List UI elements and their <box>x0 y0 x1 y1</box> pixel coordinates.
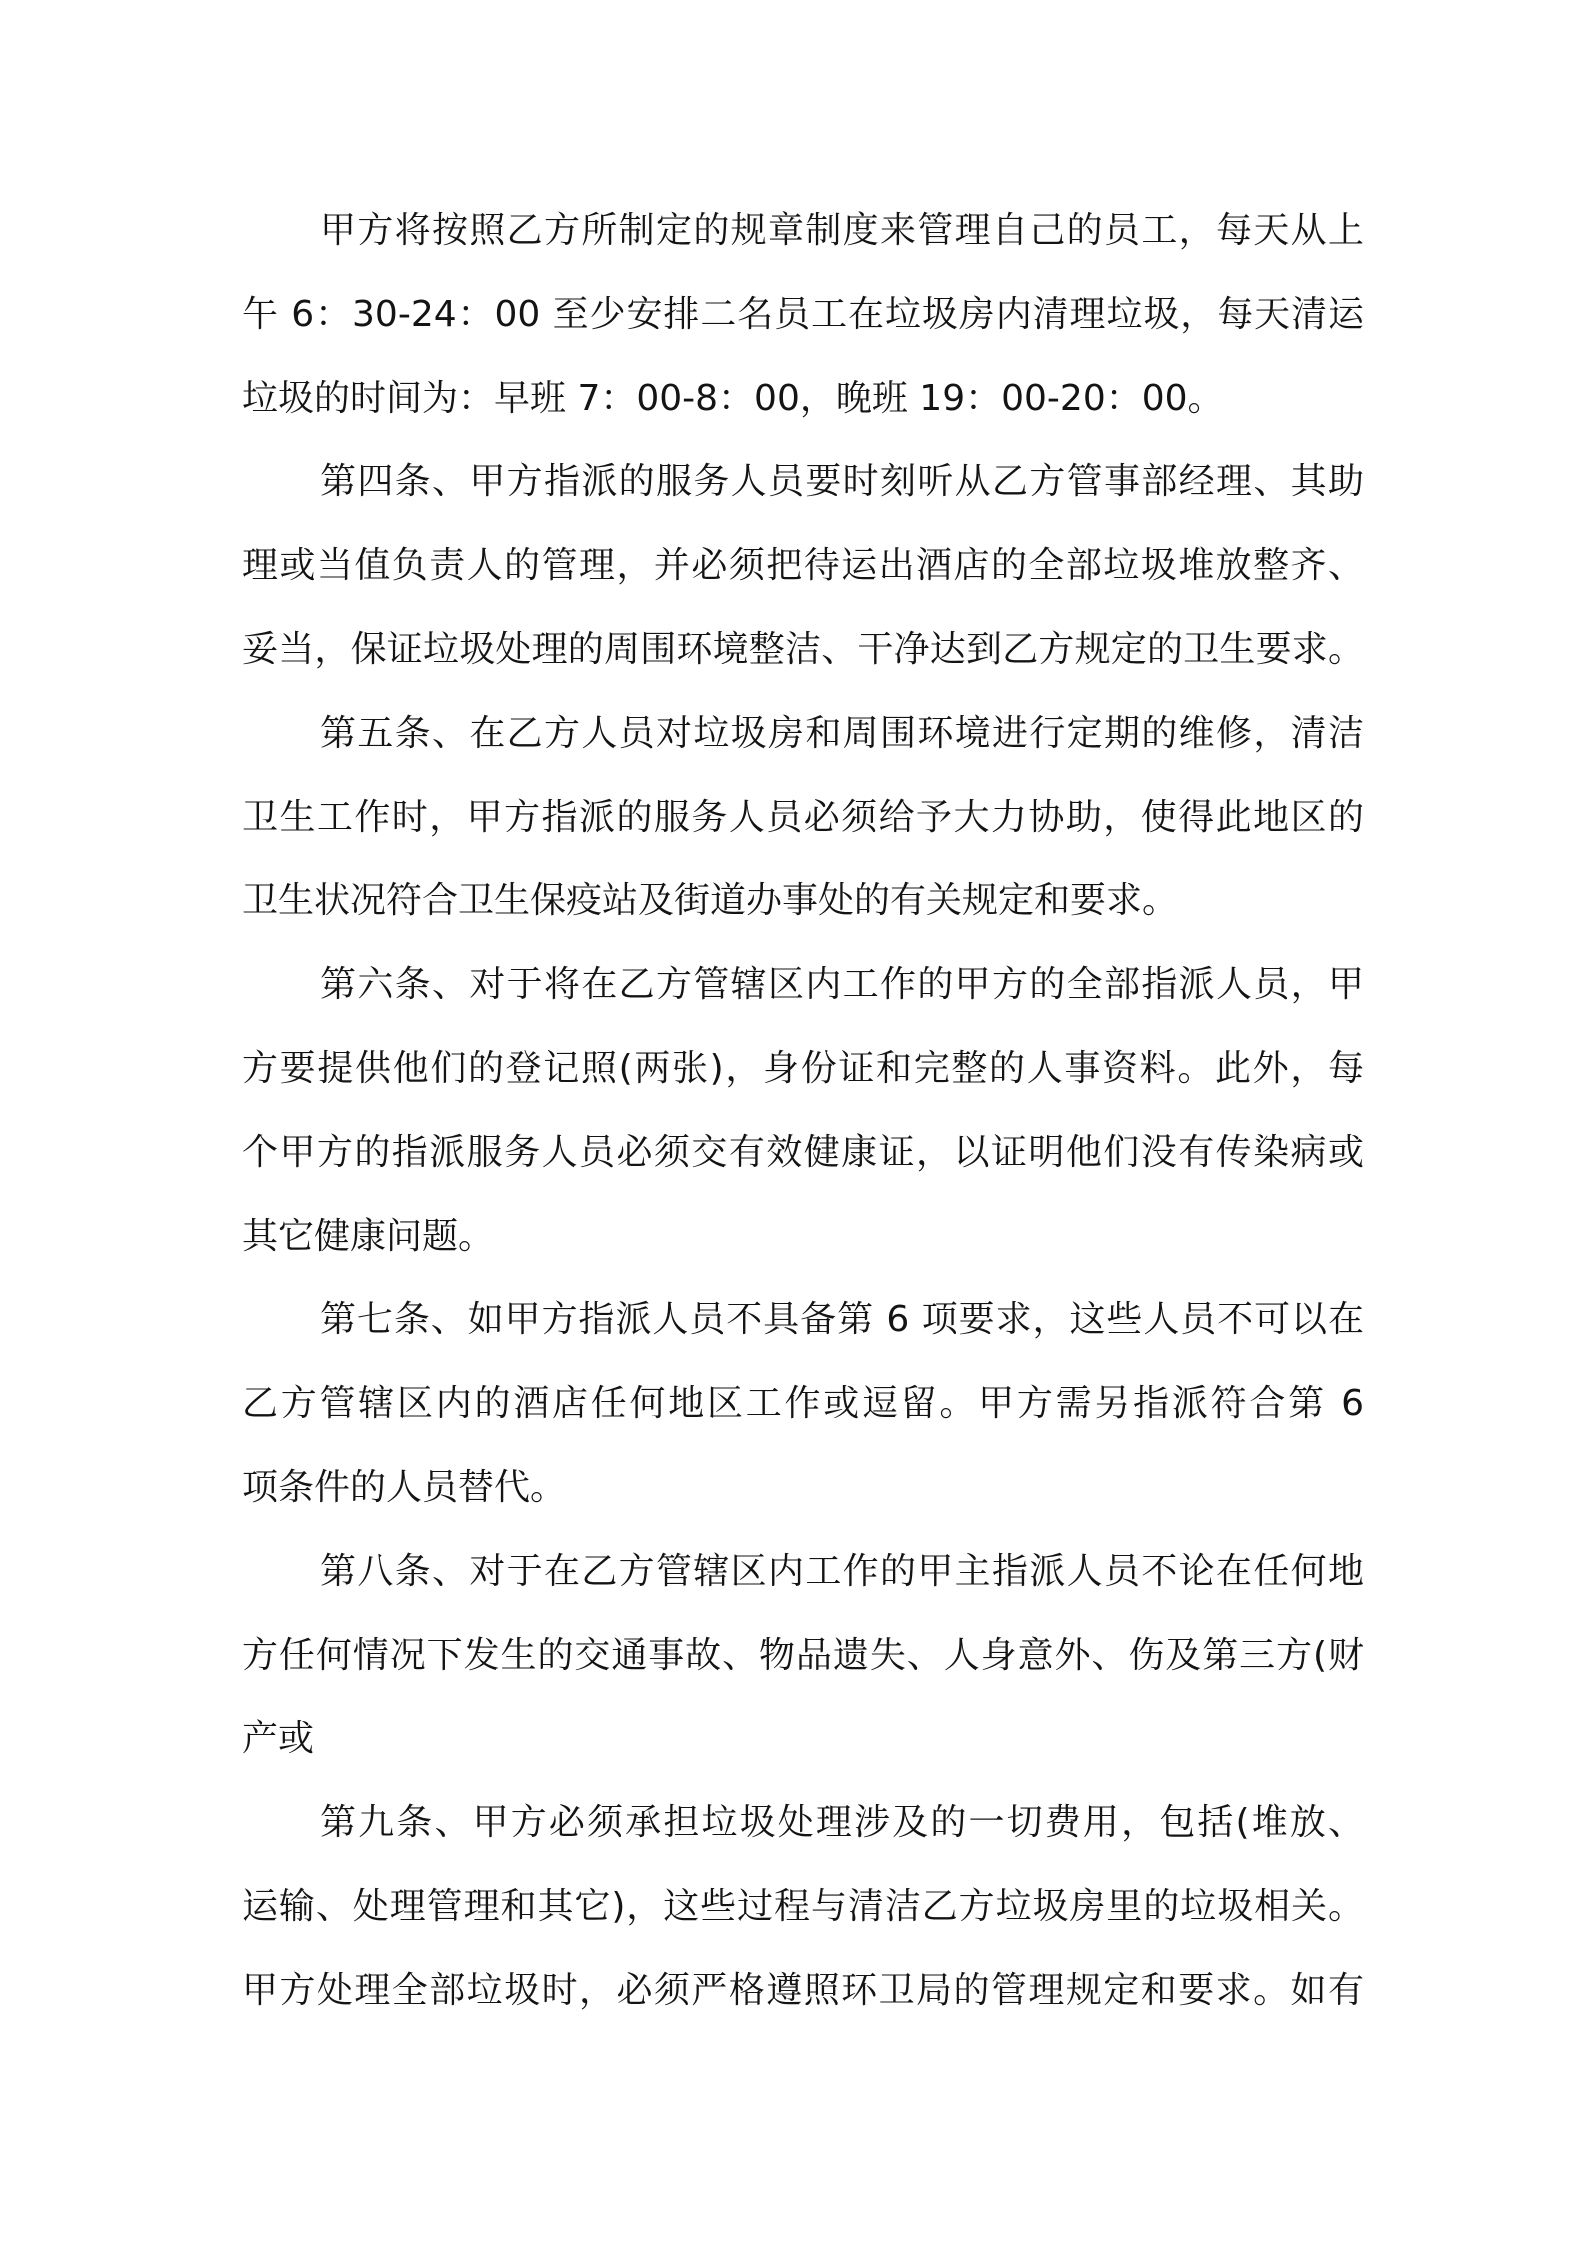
clause-4-paragraph <box>242 440 1364 691</box>
clause-9-paragraph <box>242 1781 1364 2032</box>
paragraph-line: 第六条、对于将在乙方管辖区内工作的甲方的全部指派人员，甲 <box>320 964 1364 1006</box>
paragraph-line: 第九条、甲方必须承担垃圾处理涉及的一切费用，包括(堆放、 <box>320 1802 1364 1844</box>
paragraph-line: 第七条、如甲方指派人员不具备第 6 项要求，这些人员不可以在 <box>320 1299 1364 1341</box>
paragraph-line: 理或当值负责人的管理，并必须把待运出酒店的全部垃圾堆放整齐、 <box>242 545 1364 587</box>
paragraph-line: 第四条、甲方指派的服务人员要时刻听从乙方管事部经理、其助 <box>320 461 1364 503</box>
paragraph-line: 甲方处理全部垃圾时，必须严格遵照环卫局的管理规定和要求。如有 <box>242 1969 1364 2011</box>
paragraph-line: 个甲方的指派服务人员必须交有效健康证，以证明他们没有传染病或 <box>242 1131 1364 1173</box>
paragraph-line: 妥当，保证垃圾处理的周围环境整洁、干净达到乙方规定的卫生要求。 <box>242 628 1364 670</box>
paragraph-line: 卫生状况符合卫生保疫站及街道办事处的有关规定和要求。 <box>242 880 1179 922</box>
paragraph-line: 方任何情况下发生的交通事故、物品遗失、人身意外、伤及第三方(财 <box>242 1634 1364 1676</box>
paragraph-line: 运输、处理管理和其它)，这些过程与清洁乙方垃圾房里的垃圾相关。 <box>242 1885 1364 1927</box>
clause-6-paragraph <box>242 943 1364 1278</box>
paragraph-line: 卫生工作时，甲方指派的服务人员必须给予大力协助，使得此地区的 <box>242 796 1364 838</box>
document-body <box>242 189 1364 2033</box>
paragraph-line: 其它健康问题。 <box>242 1215 495 1257</box>
clause-8-paragraph <box>242 1530 1364 1781</box>
paragraph-line: 项条件的人员替代。 <box>242 1466 567 1508</box>
paragraph-line: 甲方将按照乙方所制定的规章制度来管理自己的员工，每天从上 <box>320 210 1364 251</box>
paragraph-line: 方要提供他们的登记照(两张)，身份证和完整的人事资料。此外，每 <box>242 1047 1364 1089</box>
paragraph-line: 垃圾的时间为：早班 7：00-8：00，晚班 19：00-20：00。 <box>242 377 1224 419</box>
paragraph-line: 乙方管辖区内的酒店任何地区工作或逗留。甲方需另指派符合第 6 <box>242 1383 1364 1425</box>
paragraph-line: 午 6：30-24：00 至少安排二名员工在垃圾房内清理垃圾，每天清运 <box>242 293 1364 335</box>
paragraph-staff-schedule <box>242 189 1364 440</box>
paragraph-line: 产或 <box>242 1718 315 1760</box>
paragraph-line: 第五条、在乙方人员对垃圾房和周围环境进行定期的维修，清洁 <box>320 712 1364 754</box>
paragraph-line: 第八条、对于在乙方管辖区内工作的甲主指派人员不论在任何地 <box>320 1550 1364 1592</box>
clause-7-paragraph <box>242 1278 1364 1529</box>
clause-5-paragraph <box>242 692 1364 943</box>
